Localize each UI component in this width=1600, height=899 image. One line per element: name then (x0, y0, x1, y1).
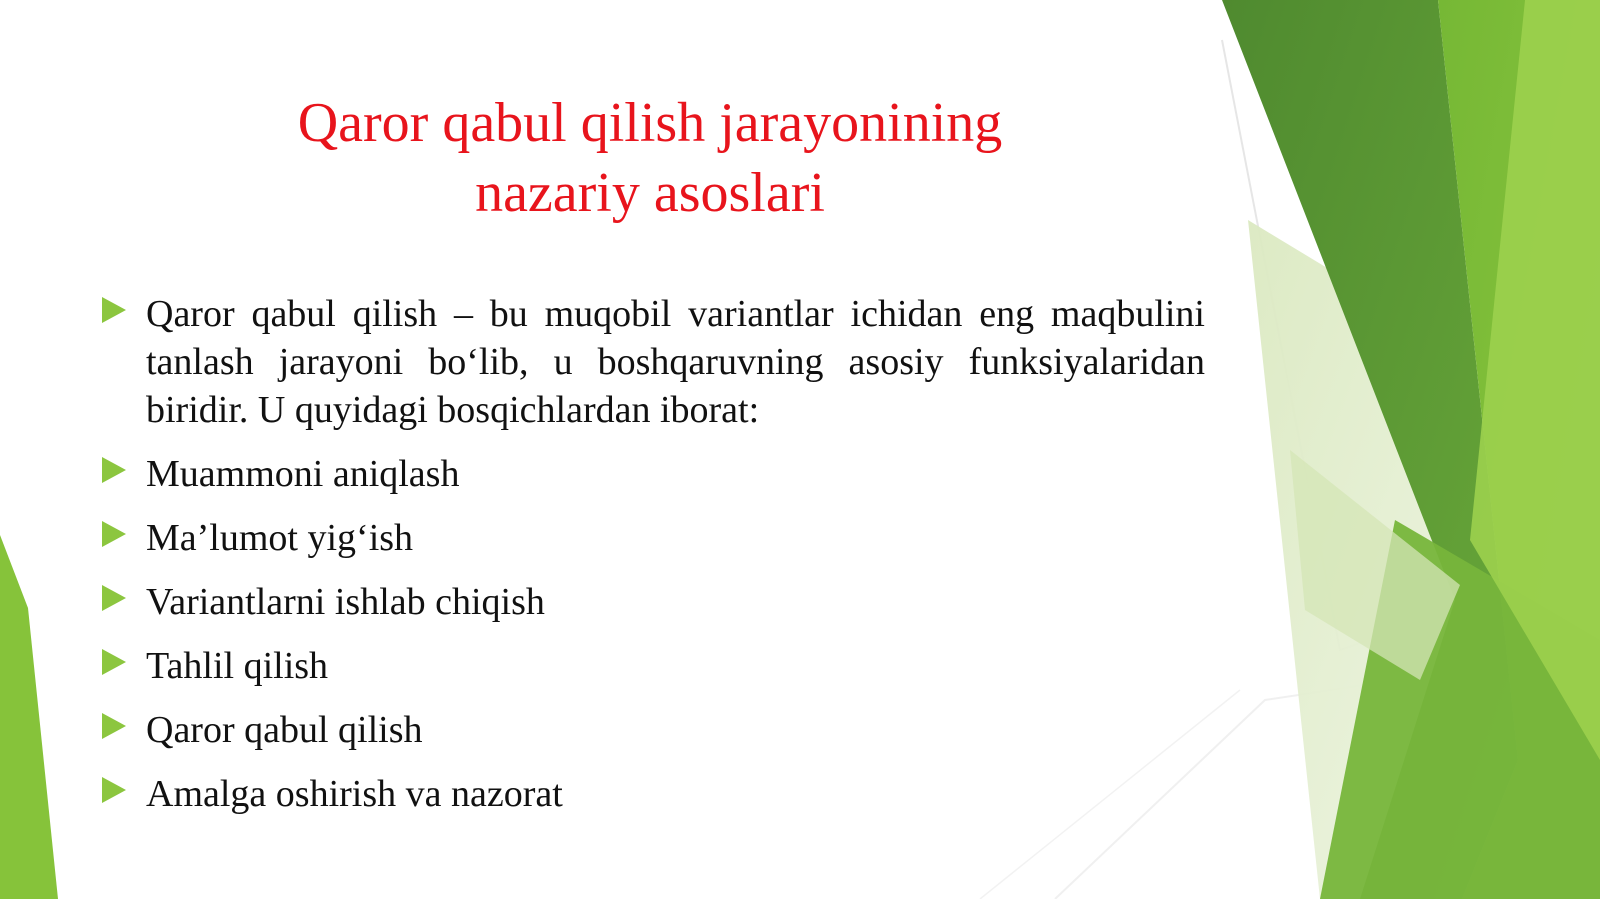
bullet-text: Tahlil qilish (146, 645, 329, 687)
bullet-text: Variantlarni ishlab chiqish (146, 581, 545, 623)
bullet-item-information-gathering (100, 514, 1205, 562)
bullet-item-definition (100, 290, 1205, 434)
bullet-text: Qaror qabul qilish – bu muqobil variantlar ichidan eng maqbulini tanlash jarayoni bo‘lib, u boshqaruvning asosiy funksiyalaridan biridir. U quyidagi bosqichlardan iborat: (146, 293, 1205, 431)
bullet-text: Qaror qabul qilish (146, 709, 423, 751)
bullet-text: Muammoni aniqlash (146, 453, 460, 495)
bullet-item-implementation-control (100, 770, 1205, 818)
bullet-item-problem-identification (100, 450, 1205, 498)
bullet-list (100, 290, 1205, 834)
green-triangle-bullet-icon (102, 521, 126, 547)
title-line-1: Qaror qabul qilish jarayonining (297, 92, 1003, 154)
green-triangle-bullet-icon (102, 457, 126, 483)
decor-left-shard (0, 535, 58, 899)
green-triangle-bullet-icon (102, 649, 126, 675)
green-triangle-bullet-icon (102, 777, 126, 803)
bullet-text: Ma’lumot yig‘ish (146, 517, 414, 559)
bullet-item-analysis (100, 642, 1205, 690)
bullet-item-decision-making (100, 706, 1205, 754)
slide-title (130, 88, 1170, 228)
bullet-item-option-development (100, 578, 1205, 626)
green-triangle-bullet-icon (102, 297, 126, 323)
green-triangle-bullet-icon (102, 713, 126, 739)
title-line-2: nazariy asoslari (475, 162, 825, 224)
bullet-text: Amalga oshirish va nazorat (146, 773, 563, 815)
green-triangle-bullet-icon (102, 585, 126, 611)
